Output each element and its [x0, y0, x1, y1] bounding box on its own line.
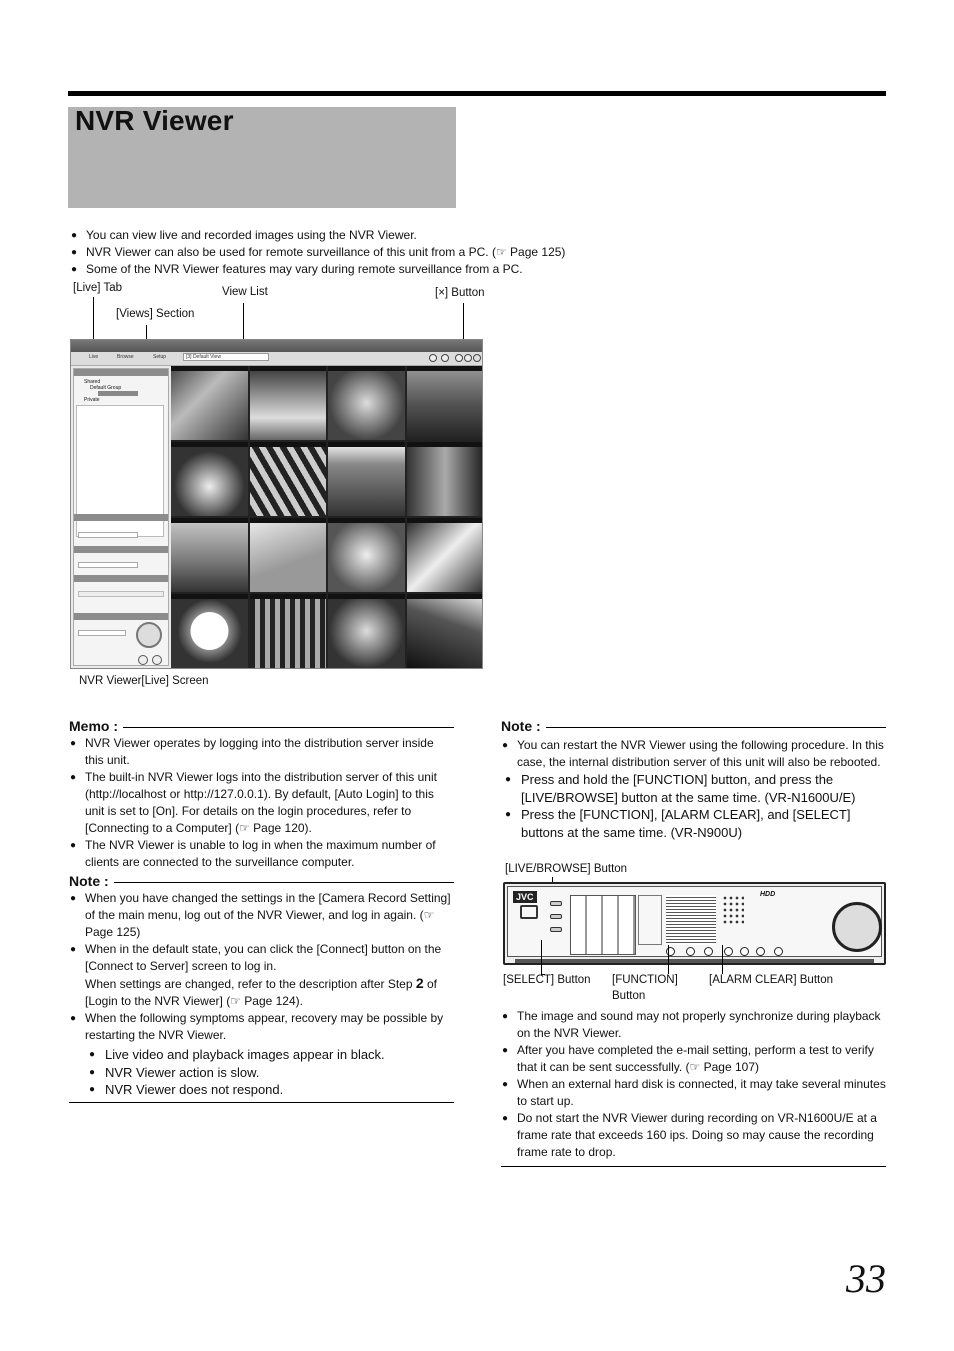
recorder-front-panel [503, 882, 886, 965]
status-leds [638, 895, 662, 945]
alarm-clear-button[interactable] [724, 947, 733, 956]
panel-face [507, 886, 882, 957]
figure-caption: NVR Viewer[Live] Screen [79, 675, 209, 687]
usb-port-icon [520, 905, 538, 919]
window-titlebar [71, 340, 482, 352]
note-right-section [501, 718, 886, 841]
camera-tile[interactable] [407, 518, 484, 592]
memo-heading-text: Memo : [69, 718, 118, 734]
camera-tile[interactable] [171, 518, 248, 592]
presets-select[interactable] [78, 630, 126, 636]
memo-item: ● NVR Viewer operates by logging into the distribution server inside this unit. [69, 735, 454, 769]
playback-button[interactable] [756, 947, 765, 956]
events-select[interactable] [78, 532, 138, 538]
live-tab-label: [Live] Tab [73, 282, 123, 294]
note-left-item: ● When the following symptoms appear, recovery may be possible by restarting the NVR Viewer. [69, 1010, 454, 1044]
tree-shared[interactable]: Shared [84, 379, 101, 385]
note-left-item2a: When in the default state, you can click the [Connect] button on the [Connect to Server] screen to log in. [85, 942, 442, 973]
audio-panel-header [74, 575, 168, 582]
indicator-dots [722, 895, 744, 925]
info-icon[interactable] [441, 354, 449, 362]
outputs-panel-header [74, 546, 168, 553]
symptom-item: ● NVR Viewer action is slow. [87, 1064, 454, 1082]
jog-shuttle-dial[interactable] [832, 902, 882, 952]
symptom-item: ● NVR Viewer does not respond. [87, 1081, 454, 1099]
page-title: NVR Viewer [75, 105, 234, 136]
note-left-bottom-rule [69, 1102, 454, 1103]
camera-tile[interactable] [328, 594, 405, 668]
camera-tile[interactable] [171, 594, 248, 668]
camera-tile[interactable] [250, 366, 327, 440]
symptom-item: ● Live video and playback images appear in black. [87, 1046, 454, 1064]
note-left-section [69, 873, 454, 1099]
panel-feet [515, 959, 874, 963]
camera-tile[interactable] [171, 366, 248, 440]
hdd-logo: HDD [760, 891, 776, 898]
tab-browse[interactable]: Browse [117, 354, 134, 360]
note-right-list-2 [501, 1008, 886, 1161]
function-leader [668, 945, 669, 974]
brand-logo: JVC [513, 891, 537, 903]
camera-tile[interactable] [328, 366, 405, 440]
outputs-select[interactable] [78, 562, 138, 568]
memo-item: ● The built-in NVR Viewer logs into the distribution server of this unit (http://localhost or http://127.0.0.1). By default, [Auto Login] to this unit is set to [On]. For details on the login procedures, refer to [Connecting to a Computer] (☞ Page 120). [69, 769, 454, 837]
intro-list [70, 227, 630, 278]
camera-tile[interactable] [250, 442, 327, 516]
panel-button[interactable] [550, 914, 562, 919]
nvr-viewer-screenshot [70, 339, 483, 669]
minimize-icon[interactable] [455, 354, 463, 362]
views-section-label: [Views] Section [116, 308, 195, 320]
alarm-clear-leader [722, 945, 723, 974]
view-select[interactable]: [3] Default View [183, 353, 269, 361]
camera-tile[interactable] [250, 594, 327, 668]
camera-grid [171, 366, 483, 668]
ptz-panel-header [74, 613, 168, 620]
note-left-item2b: When settings are changed, refer to the description after Step [85, 977, 416, 991]
note-left-heading [69, 873, 454, 889]
view-list-label: View List [222, 286, 268, 298]
note-left-item [69, 941, 454, 1010]
note-right-item: ● Do not start the NVR Viewer during recording on VR-N1600U/E at a frame rate that exceeds 160 ips. Doing so may cause the recording frame rate to drop. [501, 1110, 886, 1161]
note-right-heading [501, 718, 886, 734]
function-label: [FUNCTION] [612, 974, 678, 986]
note-right-item: ● You can restart the NVR Viewer using the following procedure. In this case, the internal distribution server of this unit will also be rebooted. [501, 737, 886, 771]
events-panel-header [74, 514, 168, 521]
tab-bar [71, 352, 482, 366]
maximize-icon[interactable] [464, 354, 472, 362]
note-left-item: ● When you have changed the settings in the [Camera Record Setting] of the main menu, log out of the NVR Viewer, and log in again. (☞ Page 125) [69, 890, 454, 941]
panel-round-button[interactable] [704, 947, 713, 956]
function-label-2: Button [612, 990, 646, 1002]
panel-round-button[interactable] [686, 947, 695, 956]
x-button-label: [×] Button [435, 287, 485, 299]
note-left-item2c: of [Login to the NVR Viewer] (☞ Page 124). [85, 977, 437, 1008]
views-panel-header [74, 369, 168, 376]
select-leader [541, 940, 542, 974]
tab-setup[interactable]: Setup [153, 354, 167, 360]
camera-tile[interactable] [250, 518, 327, 592]
close-icon[interactable] [473, 354, 481, 362]
pen-icon[interactable] [429, 354, 437, 362]
camera-tile[interactable] [407, 442, 484, 516]
tree-private[interactable]: Private [84, 397, 100, 403]
intro-item: ● You can view live and recorded images using the NVR Viewer. [70, 227, 630, 244]
live-browse-label: [LIVE/BROWSE] Button [505, 863, 628, 875]
camera-tile[interactable] [171, 442, 248, 516]
playback-button[interactable] [740, 947, 749, 956]
audio-select[interactable] [78, 591, 164, 597]
procedure-item: ● Press the [FUNCTION], [ALARM CLEAR], and [SELECT] buttons at the same time. (VR-N900U) [503, 806, 886, 841]
intro-item: ● NVR Viewer can also be used for remote surveillance of this unit from a PC. (☞ Page 125) [70, 244, 630, 261]
speaker-grille [666, 895, 716, 945]
ptz-joystick[interactable] [136, 622, 162, 648]
note-left-heading-text: Note : [69, 873, 109, 889]
step-number: 2 [415, 975, 424, 991]
select-button[interactable] [550, 927, 562, 932]
tree-selected-view[interactable] [98, 391, 138, 396]
tab-live[interactable]: Live [89, 354, 99, 360]
zoom-out-button[interactable] [152, 655, 162, 665]
alarm-clear-label: [ALARM CLEAR] Button [709, 974, 833, 986]
intro-item: ● Some of the NVR Viewer features may vary during remote surveillance from a PC. [70, 261, 630, 278]
camera-tile[interactable] [328, 442, 405, 516]
note-right-item: ● After you have completed the e-mail setting, perform a test to verify that it can be sent successfully. (☞ Page 107) [501, 1042, 886, 1076]
memo-heading [69, 718, 454, 734]
memo-section [69, 718, 454, 871]
note-right-heading-text: Note : [501, 718, 541, 734]
live-browse-button[interactable] [550, 901, 562, 906]
note-right-item: ● When an external hard disk is connected, it may take several minutes to start up. [501, 1076, 886, 1110]
zoom-in-button[interactable] [138, 655, 148, 665]
playback-button[interactable] [774, 947, 783, 956]
camera-tile[interactable] [328, 518, 405, 592]
camera-tile[interactable] [407, 594, 484, 668]
memo-item: ● The NVR Viewer is unable to log in when the maximum number of clients are connected to the surveillance computer. [69, 837, 454, 871]
select-label: [SELECT] Button [503, 974, 591, 986]
camera-tile[interactable] [407, 366, 484, 440]
procedure-item: ● Press and hold the [FUNCTION] button, and press the [LIVE/BROWSE] button at the same time. (VR-N1600U/E) [503, 771, 886, 806]
camera-button-block[interactable] [570, 895, 636, 955]
page-number: 33 [846, 1256, 886, 1301]
side-panel [73, 368, 169, 666]
note-right-bottom-rule [501, 1166, 886, 1167]
tree-default-group[interactable]: Default Group [90, 385, 122, 391]
note-right-item: ● The image and sound may not properly synchronize during playback on the NVR Viewer. [501, 1008, 886, 1042]
top-rule [68, 91, 886, 96]
